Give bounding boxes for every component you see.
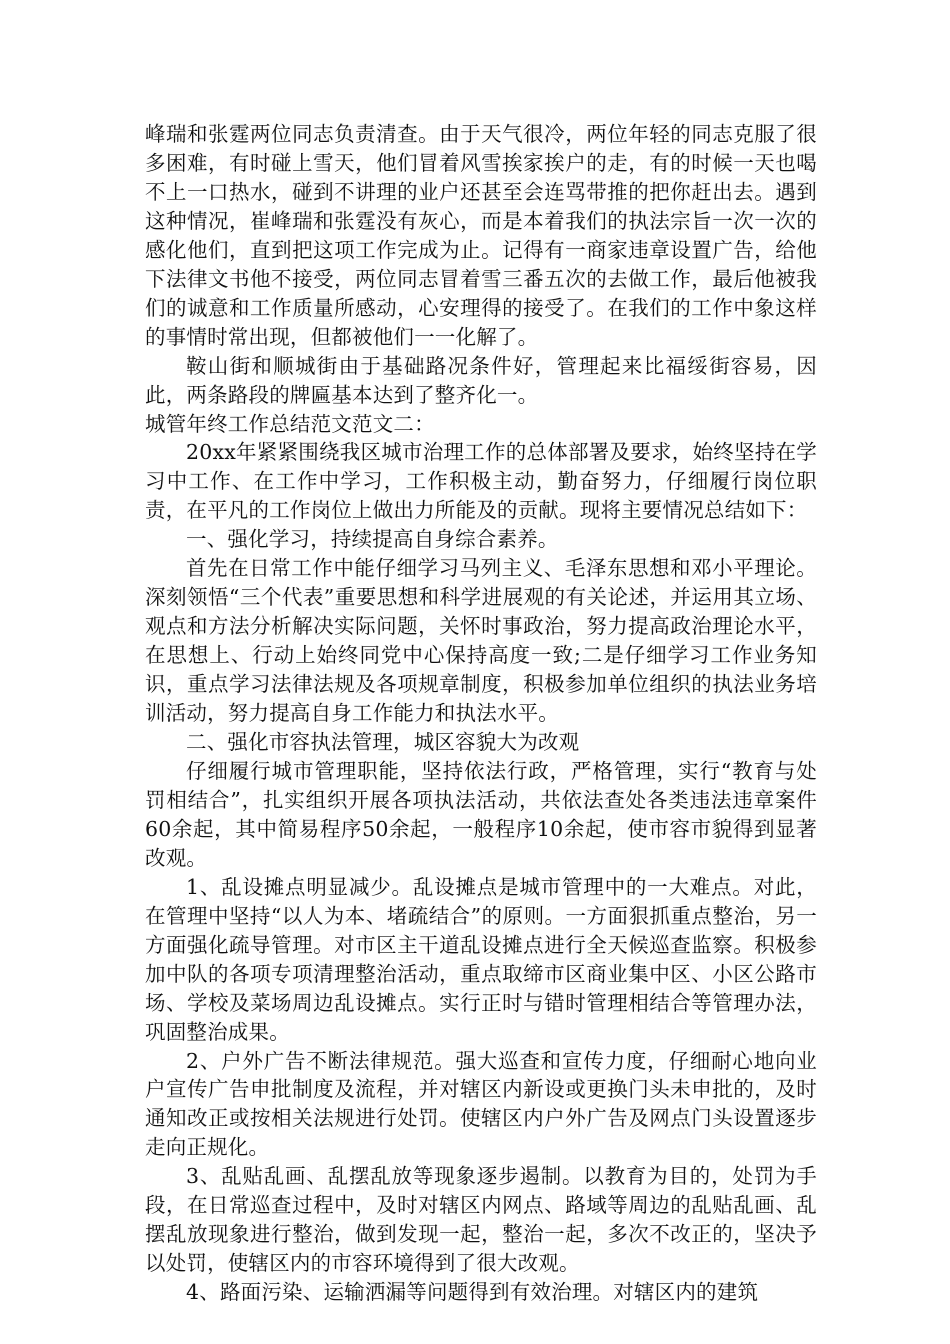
paragraph-study: 首先在日常工作中能仔细学习马列主义、毛泽东思想和邓小平理论。深刻领悟“三个代表”重要思想和科学进展观的有关论述，并运用其立场、观点和方法分析解决实际问题，关怀时事政治，努力提高政治理论水平，在思想上、行动上始终同党中心保持高度一致;二是仔细学习工作业务知识，重点学习法律法规及各项规章制度，积极参加单位组织的执法业务培训活动，努力提高自身工作能力和执法水平。 [145, 556, 817, 726]
section-title: 城管年终工作总结范文范文二： [145, 411, 435, 436]
paragraph-item-2: 2、户外广告不断法律规范。强大巡查和宣传力度，仔细耐心地向业户宣传广告申批制度及流程，并对辖区内新设或更换门头未申批的，及时通知改正或按相关法规进行处罚。使辖区内户外广告及网点门头设置逐步走向正规化。 [145, 1048, 817, 1160]
paragraph-intro: 20xx年紧紧围绕我区城市治理工作的总体部署及要求，始终坚持在学习中工作、在工作中学习，工作积极主动，勤奋努力，仔细履行岗位职责，在平凡的工作岗位上做出力所能及的贡献。现将主要情况总结如下： [145, 440, 817, 523]
heading-two: 二、强化市容执法管理，城区容貌大为改观 [186, 730, 580, 755]
heading-one: 一、强化学习，持续提高自身综合素养。 [186, 527, 559, 552]
document-body [145, 120, 817, 1307]
paragraph-item-4: 4、路面污染、运输洒漏等问题得到有效治理。对辖区内的建筑 [186, 1280, 759, 1305]
paragraph-enforcement: 仔细履行城市管理职能，坚持依法行政，严格管理，实行“教育与处罚相结合”，扎实组织开展各项执法活动，共依法查处各类违法违章案件60余起，其中简易程序50余起，一般程序10余起，使市容市貌得到显著改观。 [145, 758, 817, 870]
paragraph-item-1: 1、乱设摊点明显减少。乱设摊点是城市管理中的一大难点。对此，在管理中坚持“以人为本、堵疏结合”的原则。一方面狠抓重点整治，另一方面强化疏导管理。对市区主干道乱设摊点进行全天候巡查监察。积极参加中队的各项专项清理整治活动，重点取缔市区商业集中区、小区公路市场、学校及菜场周边乱设摊点。实行正时与错时管理相结合等管理办法，巩固整治成果。 [145, 874, 817, 1044]
paragraph-continuation: 峰瑞和张霆两位同志负责清查。由于天气很冷，两位年轻的同志克服了很多困难，有时碰上雪天，他们冒着风雪挨家挨户的走，有的时候一天也喝不上一口热水，碰到不讲理的业户还甚至会连骂带推的把你赶出去。遇到这种情况，崔峰瑞和张霆没有灰心，而是本着我们的执法宗旨一次一次的感化他们，直到把这项工作完成为止。记得有一商家违章设置广告，给他下法律文书他不接受，两位同志冒着雪三番五次的去做工作，最后他被我们的诚意和工作质量所感动，心安理得的接受了。在我们的工作中象这样的事情时常出现，但都被他们一一化解了。 [145, 122, 817, 349]
paragraph-item-3: 3、乱贴乱画、乱摆乱放等现象逐步遏制。以教育为目的，处罚为手段，在日常巡查过程中，及时对辖区内网点、路域等周边的乱贴乱画、乱摆乱放现象进行整治，做到发现一起，整治一起，多次不改正的，坚决予以处罚，使辖区内的市容环境得到了很大改观。 [145, 1164, 817, 1276]
paragraph-anshan-street: 鞍山街和顺城街由于基础路况条件好，管理起来比福绥街容易，因此，两条路段的牌匾基本达到了整齐化一。 [145, 353, 817, 407]
